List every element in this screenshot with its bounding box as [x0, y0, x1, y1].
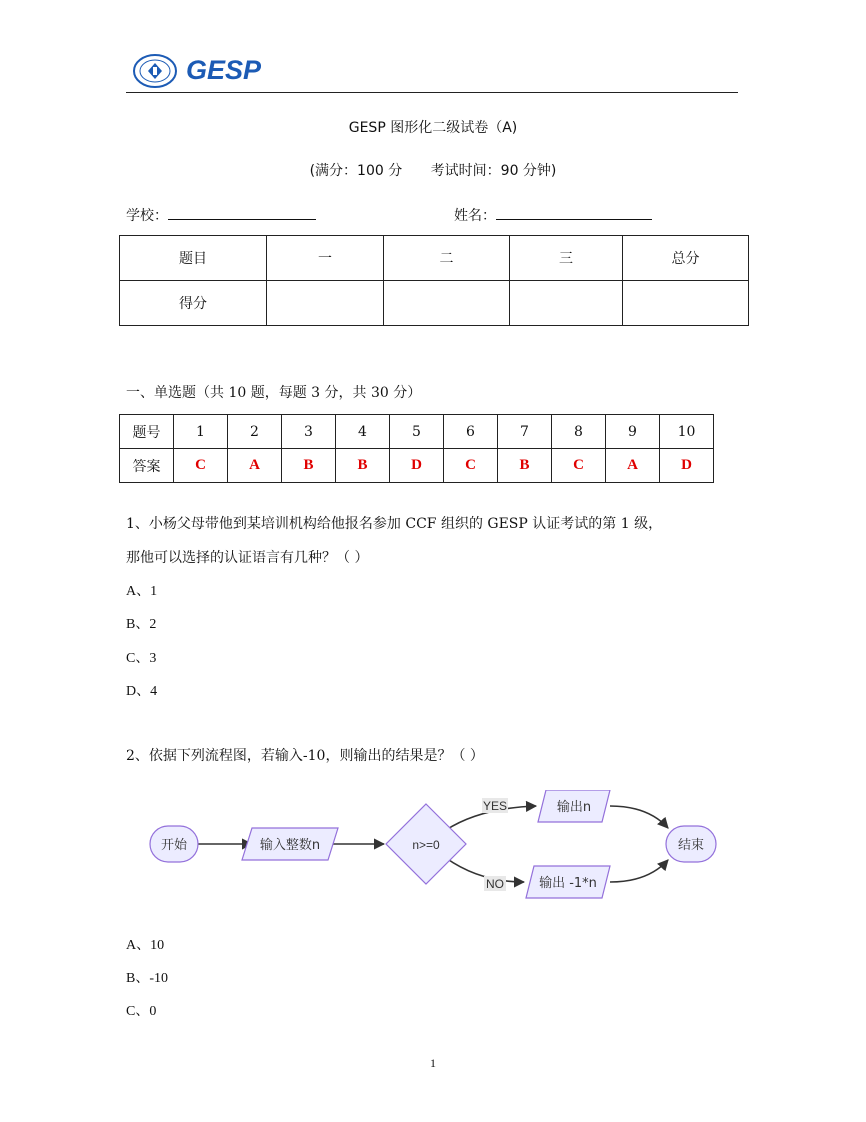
score-blank-cell[interactable] — [623, 281, 749, 326]
q2-option-a[interactable]: A、10 — [126, 938, 165, 953]
exam-subtitle — [0, 160, 866, 180]
q1-option-a[interactable]: A、1 — [126, 584, 158, 599]
exam-time: 考试时间：90 分钟) — [430, 163, 557, 179]
number-row-label: 题号 — [120, 415, 174, 449]
input-node-label: 输入整数n — [259, 838, 321, 853]
school-blank[interactable] — [168, 207, 316, 220]
edge-yes-end — [610, 806, 668, 828]
question-number-cell: 5 — [390, 415, 444, 449]
section1-heading: 一、单选题（共 10 题，每题 3 分，共 30 分） — [126, 385, 422, 401]
q2-option-b[interactable]: B、-10 — [126, 971, 168, 986]
score-blank-cell[interactable] — [510, 281, 623, 326]
answer-table — [119, 414, 714, 483]
school-label: 学校： — [126, 208, 168, 224]
answer-cell: B — [336, 449, 390, 483]
start-node-label: 开始 — [160, 838, 188, 853]
name-blank[interactable] — [496, 207, 652, 220]
score-header-cell: 题目 — [120, 236, 267, 281]
score-table-score-row — [120, 281, 749, 326]
answer-cell: C — [174, 449, 228, 483]
score-header-cell: 三 — [510, 236, 623, 281]
answer-cell: B — [282, 449, 336, 483]
question-number-cell: 9 — [606, 415, 660, 449]
question-number-cell: 3 — [282, 415, 336, 449]
q2-option-c[interactable]: C、0 — [126, 1004, 157, 1019]
q2-text: 2、依据下列流程图，若输入-10，则输出的结果是？（ ） — [126, 748, 484, 764]
answer-cell: C — [444, 449, 498, 483]
header-logo — [132, 53, 282, 93]
q1-option-b[interactable]: B、2 — [126, 617, 157, 632]
score-blank-cell[interactable] — [267, 281, 384, 326]
q1-option-d[interactable]: D、4 — [126, 684, 158, 699]
answer-cell: D — [390, 449, 444, 483]
answer-cell: A — [606, 449, 660, 483]
question-number-cell: 6 — [444, 415, 498, 449]
score-header-cell: 总分 — [623, 236, 749, 281]
q1-text-line1: 1、小杨父母带他到某培训机构给他报名参加 CCF 组织的 GESP 认证考试的第 1 级， — [126, 516, 663, 532]
end-node-label: 结束 — [677, 838, 705, 853]
score-header-cell: 二 — [384, 236, 510, 281]
page-title: GESP 图形化二级试卷（A) — [348, 120, 518, 136]
name-label: 姓名： — [454, 208, 496, 224]
answer-table-number-row — [120, 415, 714, 449]
q1-option-c[interactable]: C、3 — [126, 651, 157, 666]
score-header-cell: 一 — [267, 236, 384, 281]
score-table-header-row — [120, 236, 749, 281]
output-no-label: 输出 -1*n — [539, 876, 597, 891]
name-field — [454, 205, 652, 225]
answer-table-answer-row — [120, 449, 714, 483]
score-row-label: 得分 — [120, 281, 267, 326]
no-label: NO — [486, 877, 504, 891]
ccf-seal-icon — [132, 53, 178, 89]
score-table — [119, 235, 749, 326]
question-number-cell: 2 — [228, 415, 282, 449]
output-yes-label: 输出n — [556, 800, 592, 815]
answer-cell: B — [498, 449, 552, 483]
header-rule — [126, 92, 738, 93]
page-number: 1 — [430, 1056, 436, 1070]
school-field — [126, 205, 316, 225]
question-number-cell: 1 — [174, 415, 228, 449]
yes-label: YES — [482, 799, 508, 813]
full-score: (满分：100 分 — [309, 163, 403, 179]
edge-no-end — [610, 860, 668, 882]
answer-cell: D — [660, 449, 714, 483]
score-blank-cell[interactable] — [384, 281, 510, 326]
question-number-cell: 10 — [660, 415, 714, 449]
question-number-cell: 7 — [498, 415, 552, 449]
answer-row-label: 答案 — [120, 449, 174, 483]
answer-cell: A — [228, 449, 282, 483]
q1-text-line2: 那他可以选择的认证语言有几种？（ ） — [126, 550, 369, 566]
answer-cell: C — [552, 449, 606, 483]
flowchart — [140, 790, 730, 916]
question-number-cell: 8 — [552, 415, 606, 449]
question-number-cell: 4 — [336, 415, 390, 449]
decision-node-label: n>=0 — [412, 838, 440, 852]
gesp-brand: GESP — [186, 55, 262, 85]
